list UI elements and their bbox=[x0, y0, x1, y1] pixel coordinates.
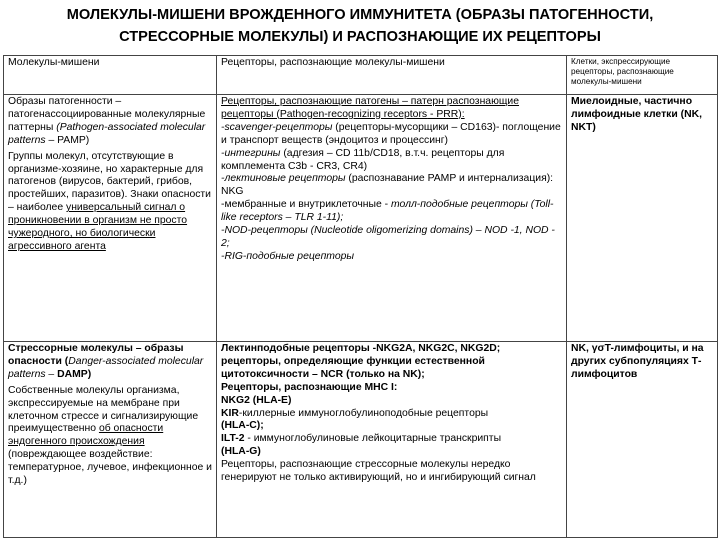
ilt-text: - иммуноглобулиновые лейкоцитарные транскрипты bbox=[244, 433, 502, 445]
kir-hla: (HLA-C); bbox=[221, 420, 264, 432]
lect-text: (распознавание PAMP и интернализация): NKG bbox=[221, 173, 554, 198]
pamp-desc: Группы молекул, отсутствующие в организме-хозяине, но характерные для патогенов (вирусов, бактерий, грибов, простейших, паразитов). Знаки опасности – наиболее bbox=[8, 150, 211, 214]
title-line-1: МОЛЕКУЛЫ-МИШЕНИ ВРОЖДЕННОГО ИММУНИТЕТА (ОБРАЗЫ ПАТОГЕННОСТИ, bbox=[66, 7, 654, 23]
prr-head: Рецепторы, распознающие патогены – патерн распознающие рецепторы ( bbox=[221, 96, 520, 120]
header-cells: Клетки, экспрессирующие рецепторы, распознающие молекулы-мишени bbox=[567, 56, 718, 95]
pamp-cells: Миелоидные, частично лимфоидные клетки (NK, NKT) bbox=[571, 96, 702, 133]
damp-lect: Лектинподобные рецепторы -NKG2A, NKG2C, NKG2D; рецепторы, определяющие функции естественной цитотоксичности – NCR (только на NK); bbox=[221, 343, 501, 380]
rig-text: -RIG-подобные рецепторы bbox=[221, 250, 355, 262]
damp-mhc: Рецепторы, распознающие MHC I: bbox=[221, 381, 398, 393]
table-row-pamp bbox=[4, 95, 718, 342]
ilt-label: ILT-2 bbox=[221, 433, 245, 445]
stress-text: Рецепторы, распознающие стрессорные молекулы нередко генерируют не только активирующий, но и ингибирующий сигнал bbox=[221, 459, 536, 484]
pamp-abbr: – PAMP) bbox=[48, 134, 90, 146]
header-targets: Молекулы-мишени bbox=[4, 56, 217, 95]
header-row bbox=[4, 56, 718, 95]
damp-en: Danger-associated molecular patterns – bbox=[8, 355, 204, 380]
pamp-cell bbox=[4, 95, 217, 342]
damp-receptors-cell bbox=[217, 342, 567, 538]
pamp-cells-cell bbox=[567, 95, 718, 342]
damp-link: об опасности эндогенного происхождения bbox=[8, 423, 164, 448]
prr-head-en: Pathogen-recognizing receptors bbox=[279, 108, 428, 120]
scav-text: (рецепторы-мусорщики – CD163)- поглощение и транспорт веществ (эндоцитоз и процессинг) bbox=[221, 121, 561, 146]
pamp-title: Образы патогенности – патогенассоциированные молекулярные паттерны bbox=[8, 96, 206, 133]
ilt-hla: (HLA-G) bbox=[221, 446, 261, 458]
nod-text: -NOD-рецепторы (Nucleotide oligomerizing domains) – NOD -1, NOD - 2; bbox=[221, 225, 555, 249]
prr-cell bbox=[217, 95, 567, 342]
lect-label: -лектиновые рецепторы bbox=[221, 173, 346, 185]
integ-text: (адгезия – CD 11b/CD18, в.т.ч. рецепторы для комплемента C3b - CR3, CR4) bbox=[221, 147, 505, 172]
targets-table bbox=[3, 55, 718, 538]
integ-label: -интегрины bbox=[221, 147, 281, 159]
tlr-label: толл-подобные рецепторы (Toll-like receptors – TLR 1-11); bbox=[221, 199, 554, 224]
kir-text: -киллерные иммуноглобулиноподобные рецепторы bbox=[238, 407, 489, 419]
damp-cell bbox=[4, 342, 217, 538]
damp-abbr: DAMP) bbox=[57, 368, 92, 380]
prr-head-tail: - PRR): bbox=[427, 108, 465, 120]
title-line-2: СТРЕССОРНЫЕ МОЛЕКУЛЫ) И РАСПОЗНАЮЩИЕ ИХ РЕЦЕПТОРЫ bbox=[119, 29, 601, 45]
table-row-damp bbox=[4, 342, 718, 538]
pamp-link: универсальный сигнал о проникновении в организм не просто чужеродного, но биологически агрессивного агента bbox=[8, 202, 188, 252]
slide-title bbox=[0, 4, 720, 48]
damp-desc2: (повреждающее воздействие: температурное, лучевое, инфекционное и т.д.) bbox=[8, 449, 212, 487]
damp-cells: NK, γσT-лимфоциты, и на других субпопуляциях Т-лимфоцитов bbox=[571, 343, 704, 380]
scav-label: -scavenger-рецепторы bbox=[221, 121, 333, 133]
damp-cells-cell bbox=[567, 342, 718, 538]
damp-title: Стрессорные молекулы – образы опасности ( bbox=[8, 343, 184, 367]
header-receptors: Рецепторы, распознающие молекулы-мишени bbox=[217, 56, 567, 95]
kir-label: KIR bbox=[221, 407, 239, 419]
pamp-en: (Pathogen-associated molecular patterns bbox=[8, 121, 206, 146]
damp-nkg2e: NKG2 (HLA-E) bbox=[221, 394, 292, 406]
damp-desc1: Собственные молекулы организма, экспрессируемые на мембране при клеточном стрессе и сигнализирующие преимущественно bbox=[8, 384, 199, 435]
tlr-text: -мембранные и внутриклеточные - bbox=[221, 199, 391, 211]
